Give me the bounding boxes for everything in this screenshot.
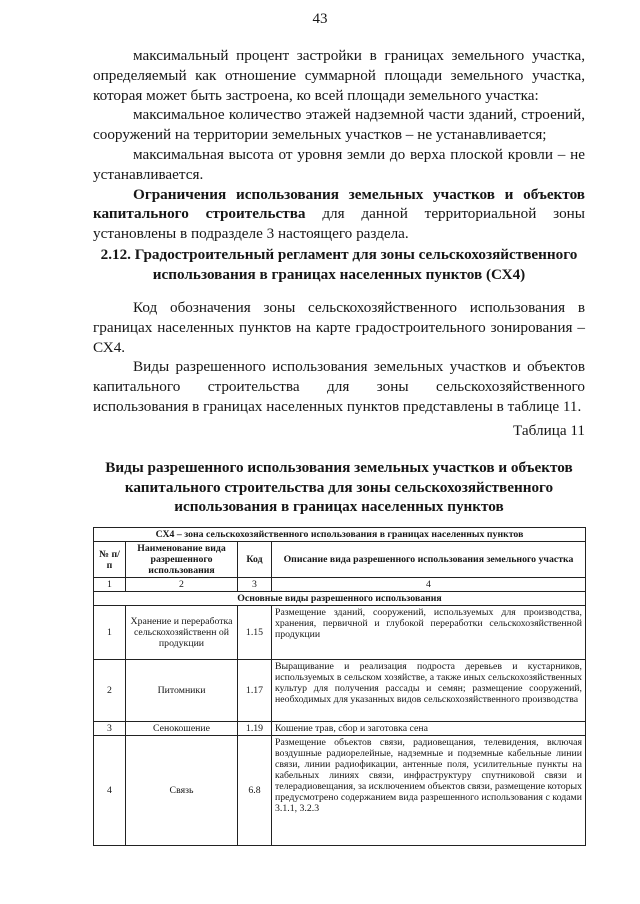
row-code: 6.8 <box>238 736 272 846</box>
column-header-row <box>94 542 586 578</box>
row-desc: Кошение трав, сбор и заготовка сена <box>272 722 586 736</box>
col-header-name: Наименование вида разрешенного использования <box>126 542 238 578</box>
section-main-uses: Основные виды разрешенного использования <box>94 592 586 606</box>
column-index-row <box>94 578 586 592</box>
col-header-num: № п/п <box>94 542 126 578</box>
row-code: 1.19 <box>238 722 272 736</box>
table-row <box>94 736 586 846</box>
table-label: Таблица 11 <box>513 422 585 439</box>
paragraph-restrictions <box>93 185 585 244</box>
col-index-cell: 1 <box>94 578 126 592</box>
row-name: Питомники <box>126 660 238 722</box>
row-desc: Выращивание и реализация подроста деревьев и кустарников, используемых в сельском хозяйстве, а также иных сельскохозяйственных культур для получения рассады и семян; размещение сооружений, необходимых для указанных видов сельскохозяйственного производства <box>272 660 586 722</box>
row-name: Связь <box>126 736 238 846</box>
body-text-top <box>93 46 585 244</box>
restrictions-text: для данной территориальной зоны установлены в подразделе 3 настоящего раздела. <box>93 205 585 243</box>
col-header-code: Код <box>238 542 272 578</box>
row-num: 4 <box>94 736 126 846</box>
table-title: Виды разрешенного использования земельных участков и объектов капитального строительства для зоны сельскохозяйственного использования в границах населенных пунктов <box>105 459 573 515</box>
col-index-cell: 3 <box>238 578 272 592</box>
restrictions-bold-text: Ограничения использования земельных участков и объектов капитального строительства <box>93 185 585 223</box>
page-number: 43 <box>312 11 328 27</box>
table-row <box>94 660 586 722</box>
row-name: Сенокошение <box>126 722 238 736</box>
body-text-intro <box>93 298 585 417</box>
paragraph-build-percent: максимальный процент застройки в границах земельного участка, определяемый как отношение суммарной площади земельного участка, которая может быть застроена, ко всей площади земельного участка: <box>93 47 585 104</box>
zone-header-cell: СХ4 – зона сельскохозяйственного использования в границах населенных пунктов <box>94 528 586 542</box>
paragraph-height: максимальная высота от уровня земли до верха плоской кровли – не устанавливается. <box>93 145 585 183</box>
section-row <box>94 592 586 606</box>
row-num: 2 <box>94 660 126 722</box>
paragraph-permitted-uses: Виды разрешенного использования земельных участков и объектов капитального строительства для зоны сельскохозяйственного использования в границах населенных пунктов представлены в таблице 11. <box>93 358 585 415</box>
permitted-use-table <box>93 527 586 846</box>
row-num: 1 <box>94 606 126 660</box>
table-row <box>94 722 586 736</box>
row-desc: Размещение зданий, сооружений, используемых для производства, хранения, первичной и глубокой переработки сельскохозяйственной продукции <box>272 606 586 660</box>
table-row <box>94 606 586 660</box>
row-code: 1.17 <box>238 660 272 722</box>
row-num: 3 <box>94 722 126 736</box>
zone-header-row <box>94 528 586 542</box>
section-heading: 2.12. Градостроительный регламент для зоны сельскохозяйственного использования в границах населенных пунктов (СХ4) <box>100 246 578 283</box>
col-header-desc: Описание вида разрешенного использования земельного участка <box>272 542 586 578</box>
col-index-cell: 4 <box>272 578 586 592</box>
row-name: Хранение и переработка сельскохозяйственн ой продукции <box>126 606 238 660</box>
row-desc: Размещение объектов связи, радиовещания, телевидения, включая воздушные радиорелейные, надземные и подземные кабельные линии связи, линии радиофикации, антенные поля, усилительные пункты на кабельных линиях связи, инфраструктуру спутниковой связи и телерадиовещания, за исключением объектов связи, размещение которых предусмотрено содержанием вида разрешенного использования с кодами 3.1.1, 3.2.3 <box>272 736 586 846</box>
paragraph-floors: максимальное количество этажей надземной части зданий, строений, сооружений на территории земельных участков – не устанавливается; <box>93 106 585 144</box>
col-index-cell: 2 <box>126 578 238 592</box>
row-code: 1.15 <box>238 606 272 660</box>
paragraph-zone-code: Код обозначения зоны сельскохозяйственного использования в границах населенных пунктов на карте градостроительного зонирования – СХ4. <box>93 299 585 356</box>
